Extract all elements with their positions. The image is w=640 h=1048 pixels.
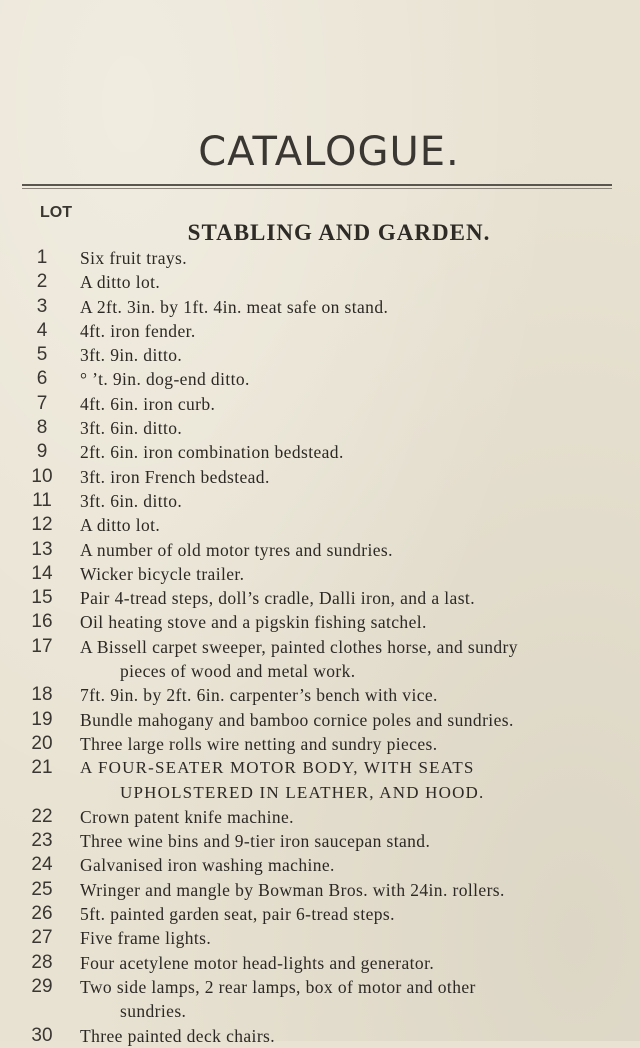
lot-description-line: Oil heating stove and a pigskin fishing satchel. (80, 612, 427, 633)
page-title: CATALOGUE. (198, 129, 460, 175)
lot-description (80, 270, 620, 294)
lot-description (80, 343, 620, 367)
lot-description (80, 295, 620, 319)
lot-description-line: Three large rolls wire netting and sundry pieces. (80, 733, 438, 754)
lot-number: 22 (31, 805, 53, 827)
lot-item (0, 513, 640, 537)
lot-number: 16 (31, 611, 53, 633)
lot-description-line: 3ft. 6in. ditto. (80, 418, 183, 439)
lot-description-line: A 2ft. 3in. by 1ft. 4in. meat safe on stand. (80, 296, 389, 317)
lot-item (0, 732, 640, 756)
lot-description-line: Galvanised iron washing machine. (80, 855, 335, 876)
lot-description-line: 3ft. 6in. ditto. (80, 490, 183, 511)
lot-item (0, 975, 640, 1024)
lot-item (0, 416, 640, 440)
lot-description (80, 465, 620, 489)
lot-description (80, 610, 620, 634)
lot-number: 29 (31, 975, 53, 997)
lot-description (80, 805, 620, 829)
lot-item (0, 343, 640, 367)
lot-description-line: Two side lamps, 2 rear lamps, box of motor and other (80, 976, 476, 997)
lot-number: 7 (36, 392, 48, 414)
lot-item (0, 951, 640, 975)
lot-number: 20 (31, 732, 53, 754)
lot-item (0, 926, 640, 950)
lot-column-heading: LOT (40, 204, 72, 221)
lot-description (80, 756, 620, 805)
lot-number: 15 (31, 587, 53, 609)
lot-number: 1 (36, 247, 48, 268)
lot-number: 11 (32, 489, 52, 511)
lot-item (0, 270, 640, 294)
lot-description (80, 392, 620, 416)
lot-item (0, 538, 640, 562)
lot-item (0, 562, 640, 586)
lot-number: 4 (36, 319, 48, 341)
lot-item (0, 465, 640, 489)
lot-number: 9 (36, 441, 48, 463)
lot-description-line: A Bissell carpet sweeper, painted clothes horse, and sundry (80, 636, 518, 657)
lot-description (80, 440, 620, 464)
lot-description (80, 586, 620, 610)
lot-description-continuation: pieces of wood and metal work. (120, 661, 356, 682)
lot-number: 19 (31, 708, 53, 730)
lot-description-line: 5ft. painted garden seat, pair 6-tread steps. (80, 904, 395, 925)
lot-number: 26 (31, 903, 53, 925)
lot-item (0, 853, 640, 877)
lot-item (0, 878, 640, 902)
lot-item (0, 805, 640, 829)
lot-number: 17 (31, 635, 53, 657)
lot-description (80, 513, 620, 537)
lot-item (0, 829, 640, 853)
lot-description-line: 2ft. 6in. iron combination bedstead. (80, 442, 344, 463)
lot-description-line: 3ft. iron French bedstead. (80, 466, 270, 487)
lot-description-continuation: sundries. (120, 1001, 187, 1022)
lot-item (0, 683, 640, 707)
lot-description (80, 708, 620, 732)
lot-description-line: Bundle mahogany and bamboo cornice poles and sundries. (80, 709, 514, 730)
lot-number: 5 (36, 344, 48, 366)
lot-item (0, 610, 640, 634)
lot-number: 28 (31, 951, 53, 973)
lot-item (0, 489, 640, 513)
lot-description (80, 878, 620, 902)
lot-description (80, 416, 620, 440)
lot-description (80, 926, 620, 950)
lot-item (0, 708, 640, 732)
lot-item (0, 319, 640, 343)
lot-number: 12 (31, 514, 53, 536)
lot-description (80, 975, 620, 1024)
lot-item (0, 756, 640, 805)
lot-description (80, 1024, 620, 1048)
lot-item (0, 902, 640, 926)
lot-description (80, 489, 620, 513)
lot-description-line: Pair 4-tread steps, doll’s cradle, Dalli iron, and a last. (80, 588, 475, 609)
header-rule (22, 184, 612, 186)
lot-number: 30 (31, 1024, 53, 1046)
lot-description (80, 732, 620, 756)
lot-item (0, 1024, 640, 1048)
lot-description-line: Five frame lights. (80, 928, 212, 949)
lot-description (80, 902, 620, 926)
lot-item (0, 635, 640, 684)
lot-description (80, 367, 620, 391)
lot-description-line: A number of old motor tyres and sundries. (80, 539, 393, 560)
lot-description (80, 246, 620, 270)
lot-item (0, 367, 640, 391)
lot-description-line: 7ft. 9in. by 2ft. 6in. carpenter’s bench with vice. (80, 685, 438, 706)
section-heading: STABLING AND GARDEN. (187, 220, 491, 245)
lot-description-line: ° ’t. 9in. dog-end ditto. (80, 369, 250, 390)
lot-description (80, 829, 620, 853)
lot-description-line: Wicker bicycle trailer. (80, 563, 245, 584)
lot-description-line: 4ft. 6in. iron curb. (80, 393, 216, 414)
lot-description-line: A ditto lot. (80, 515, 161, 536)
lot-description (80, 951, 620, 975)
lot-number: 8 (36, 417, 48, 439)
lot-number: 23 (31, 830, 53, 852)
lot-description (80, 319, 620, 343)
lot-description-line: Three painted deck chairs. (80, 1025, 276, 1046)
lot-description-line: Wringer and mangle by Bowman Bros. with 24in. rollers. (80, 879, 505, 900)
lot-number: 2 (36, 271, 48, 293)
lot-number: 13 (31, 538, 53, 560)
lot-description-line: 3ft. 9in. ditto. (80, 345, 183, 366)
lot-number: 3 (36, 295, 48, 317)
lot-description (80, 683, 620, 707)
lot-item (0, 392, 640, 416)
lot-number: 27 (31, 927, 53, 949)
lot-list (0, 246, 640, 1048)
lot-description-line: A ditto lot. (80, 272, 161, 293)
lot-description-line: A FOUR-SEATER MOTOR BODY, WITH SEATS (80, 758, 475, 778)
lot-description-line: Crown patent knife machine. (80, 806, 294, 827)
lot-item (0, 246, 640, 270)
lot-number: 24 (31, 854, 53, 876)
lot-description-line: Four acetylene motor head-lights and generator. (80, 952, 435, 973)
lot-number: 10 (31, 465, 53, 487)
lot-number: 21 (31, 757, 53, 779)
lot-number: 25 (31, 878, 53, 900)
lot-item (0, 440, 640, 464)
lot-number: 14 (31, 562, 53, 584)
lot-description-line: 4ft. iron fender. (80, 320, 196, 341)
lot-item (0, 295, 640, 319)
lot-item (0, 586, 640, 610)
lot-number: 18 (31, 684, 53, 706)
lot-description (80, 538, 620, 562)
lot-description-continuation: UPHOLSTERED IN LEATHER, AND HOOD. (120, 782, 485, 802)
lot-number: 6 (36, 368, 48, 390)
lot-description-line: Three wine bins and 9-tier iron saucepan stand. (80, 831, 431, 852)
lot-description (80, 562, 620, 586)
lot-description (80, 635, 620, 684)
header-rule-thin (22, 188, 612, 189)
lot-description (80, 853, 620, 877)
lot-description-line: Six fruit trays. (80, 248, 188, 268)
